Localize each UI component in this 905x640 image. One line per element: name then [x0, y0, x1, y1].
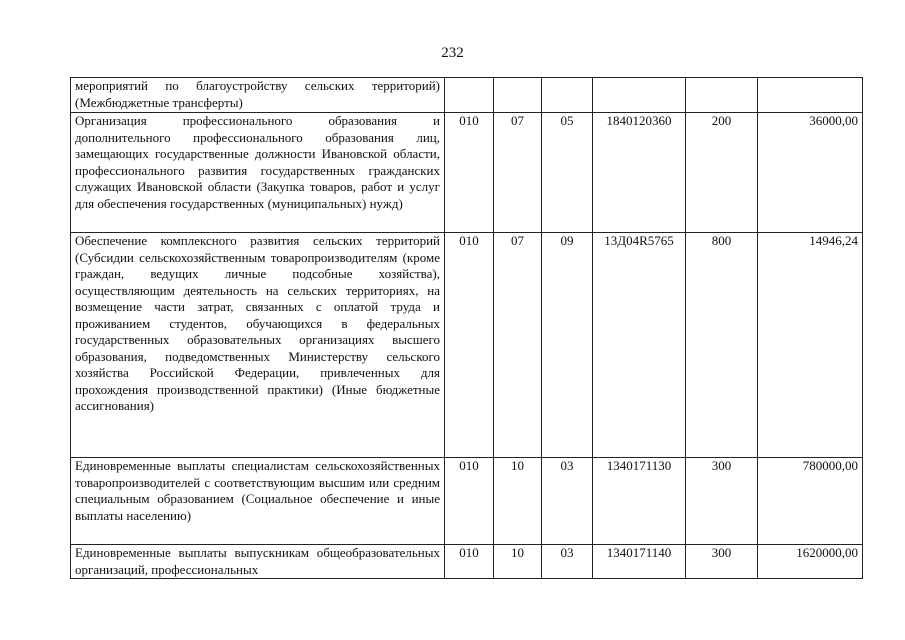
ministry-code: 010: [445, 113, 494, 233]
expense-type-code: 800: [686, 233, 758, 458]
target-article-code: [593, 78, 686, 113]
row-description: Единовременные выплаты выпускникам общеобразовательных организаций, профессиональных: [71, 545, 445, 579]
subsection-code: [542, 78, 593, 113]
section-code: 10: [494, 458, 542, 545]
table-row: [71, 233, 863, 458]
table-row: [71, 78, 863, 113]
ministry-code: 010: [445, 458, 494, 545]
ministry-code: 010: [445, 233, 494, 458]
ministry-code: 010: [445, 545, 494, 579]
expense-type-code: 200: [686, 113, 758, 233]
section-code: 07: [494, 113, 542, 233]
amount: 36000,00: [758, 113, 863, 233]
expense-type-code: 300: [686, 545, 758, 579]
page-number: 232: [441, 45, 464, 61]
subsection-code: 03: [542, 545, 593, 579]
amount: 1620000,00: [758, 545, 863, 579]
subsection-code: 03: [542, 458, 593, 545]
amount: 14946,24: [758, 233, 863, 458]
amount: 780000,00: [758, 458, 863, 545]
row-description: Единовременные выплаты специалистам сельскохозяйственных товаропроизводителей с соответствующим высшим или средним специальным образованием (Социальное обеспечение и иные выплаты населению): [71, 458, 445, 545]
expense-type-code: [686, 78, 758, 113]
row-description: мероприятий по благоустройству сельских территорий) (Межбюджетные трансферты): [71, 78, 445, 113]
section-code: [494, 78, 542, 113]
row-description: Организация профессионального образования и дополнительного профессионального образования лиц, замещающих государственные должности Ивановской области, профессионального развития государственных гражданских служащих Ивановской области (Закупка товаров, работ и услуг для обеспечения государственных (муниципальных) нужд): [71, 113, 445, 233]
target-article-code: 1340171130: [593, 458, 686, 545]
subsection-code: 09: [542, 233, 593, 458]
table-row: [71, 545, 863, 579]
ministry-code: [445, 78, 494, 113]
target-article-code: 13Д04R5765: [593, 233, 686, 458]
row-description: Обеспечение комплексного развития сельских территорий (Субсидии сельскохозяйственным товаропроизводителям (кроме граждан, ведущих личные подсобные хозяйства), осуществляющим деятельность на сельских территориях, на возмещение части затрат, связанных с оплатой труда и проживанием студентов, обучающихся в федеральных государственных образовательных организациях высшего образования, подведомственных Министерству сельского хозяйства Российской Федерации, привлеченных для прохождения производственной практики) (Иные бюджетные ассигнования): [71, 233, 445, 458]
budget-table: [70, 77, 863, 579]
target-article-code: 1840120360: [593, 113, 686, 233]
amount: [758, 78, 863, 113]
table-row: [71, 113, 863, 233]
section-code: 10: [494, 545, 542, 579]
section-code: 07: [494, 233, 542, 458]
subsection-code: 05: [542, 113, 593, 233]
target-article-code: 1340171140: [593, 545, 686, 579]
expense-type-code: 300: [686, 458, 758, 545]
table-row: [71, 458, 863, 545]
